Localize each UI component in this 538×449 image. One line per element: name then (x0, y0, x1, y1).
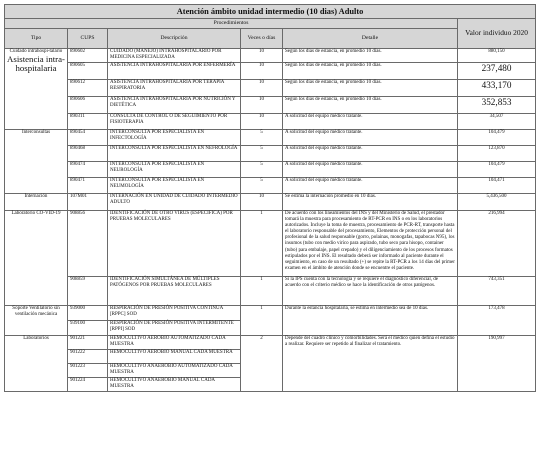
cell-veces: 1 (241, 211, 283, 277)
cell-valor: 104,471 (458, 178, 536, 194)
cell-tipo (5, 130, 68, 194)
cell-veces: 5 (241, 130, 283, 146)
table-row (5, 162, 536, 178)
cell-valor: 123,870 (458, 146, 536, 162)
cell-descripcion: INTERCONSULTA POR ESPECIALISTA EN NEUMOLOGÍA (108, 178, 241, 194)
cell-detalle: Según los días de estancia, en promedio 10 días. (283, 80, 458, 97)
cell-veces: 1 (241, 277, 283, 306)
cell-veces: 10 (241, 194, 283, 211)
cell-descripcion: INTERCONSULTA POR ESPECIALISTA EN NEFROLOGÍA (108, 146, 241, 162)
table-row (5, 178, 536, 194)
cell-descripcion: INTERNACIÓN EN UNIDAD DE CUIDADO INTERMEDIO ADULTO (108, 194, 241, 211)
cell-valor: 34,507 (458, 114, 536, 130)
cell-descripcion: HEMOCULTIVO AEROBIO AUTOMATIZADO CADA MUESTRA (108, 336, 241, 350)
cell-detalle: A solicitud del equipo médico tratante. (283, 162, 458, 178)
cell-cups: 901223 (68, 364, 108, 378)
cell-cups: 890311 (68, 114, 108, 130)
cell-valor: 352,853 (458, 97, 536, 114)
header-tipo: Tipo (5, 29, 68, 49)
cell-veces: 10 (241, 63, 283, 80)
cell-detalle: Durante la estancia hospitalaria, se estima en intermedio sea de 10 días. (283, 306, 458, 336)
tipo-label: Laboratorio CO-VID-19 (11, 211, 61, 216)
cell-cups: 890605 (68, 63, 108, 80)
cell-detalle: A solicitud del equipo médico tratante. (283, 114, 458, 130)
cell-cups: 890612 (68, 80, 108, 97)
tipo-label: Laboratorios (23, 336, 49, 341)
cell-descripcion: IDENTIFICACIÓN DE OTRO VIRUS (ESPECIFICA) POR PRUEBAS MOLECULARES (108, 211, 241, 277)
cell-tipo (5, 49, 68, 130)
cell-descripcion: HEMOCULTIVO AEROBIO MANUAL CADA MUESTRA (108, 350, 241, 364)
cell-tipo (5, 194, 68, 211)
cell-detalle: A solicitud del equipo médico tratante. (283, 178, 458, 194)
cell-detalle: Si la IPS cuenta con la tecnología y se requiere el diagnóstico diferencial, de acuerdo con el criterio médico se hace la identificación de otros patógenos. (283, 277, 458, 306)
table-row (5, 49, 536, 63)
cell-descripcion: ASISTENCIA INTRAHOSPITALARIA POR ENFERMERÍA (108, 63, 241, 80)
cell-cups: 908856 (68, 211, 108, 277)
cell-valor: 190,997 (458, 336, 536, 392)
table-row (5, 211, 536, 277)
cell-descripcion: RESPIRACIÓN DE PRESIÓN POSITIVA CONTINUA [RPPC] SOD (108, 306, 241, 321)
table-row (5, 194, 536, 211)
cell-descripcion: CONSULTA DE CONTROL O DE SEGUIMIENTO POR FISIOTERAPIA (108, 114, 241, 130)
procedures-table (4, 4, 536, 392)
header-detalle: Detalle (283, 29, 458, 49)
tipo-label: Cuidado intrahospi-talario (9, 49, 63, 54)
table-row (5, 130, 536, 146)
cell-descripcion: ASISTENCIA INTRAHOSPITALARIA POR TERAPIA RESPIRATORIA (108, 80, 241, 97)
document-page (4, 4, 535, 392)
table-row (5, 80, 536, 97)
table-title: Atención ámbito unidad intermedio (10 dias) Adulto (5, 5, 536, 19)
cell-veces: 5 (241, 162, 283, 178)
cell-descripcion: INTERCONSULTA POR ESPECIALISTA EN INFECTOLOGÍA (108, 130, 241, 146)
cell-veces: 10 (241, 49, 283, 63)
tipo-label: Soporte Ventilatorio sin ventilación mecánica (12, 306, 60, 318)
cell-cups: 901222 (68, 350, 108, 364)
cell-valor: 433,170 (458, 80, 536, 97)
cell-cups: 901224 (68, 378, 108, 392)
cell-valor: 104,479 (458, 130, 536, 146)
cell-descripcion: IDENTIFICACIÓN SIMULTÁNEA DE MÚLTIPLES PATÓGENOS POR PRUEBAS MOLECULARES (108, 277, 241, 306)
tipo-label-large: Asistencia intra-hospitalaria (7, 54, 65, 74)
cell-descripcion: HEMOCULTIVO ANAEROBIO AUTOMATIZADO CADA MUESTRA (108, 364, 241, 378)
cell-valor: 237,480 (458, 63, 536, 80)
cell-detalle: Depende del cuadro clínico y comorbilidades. Será el médico quien defina el estudio a realizar. Requiere ser repetido al finalizar el tratamiento. (283, 336, 458, 392)
cell-veces: 10 (241, 114, 283, 130)
table-row (5, 114, 536, 130)
cell-valor: 880,150 (458, 49, 536, 63)
cell-veces: 1 (241, 306, 283, 336)
cell-tipo (5, 306, 68, 336)
cell-valor: 743,351 (458, 277, 536, 306)
header-veces: Veces o días (241, 29, 283, 49)
header-cups: CUPS (68, 29, 108, 49)
table-row (5, 306, 536, 321)
cell-detalle: A solicitud del equipo médico tratante. (283, 130, 458, 146)
cell-cups: 890454 (68, 130, 108, 146)
cell-veces: 2 (241, 336, 283, 392)
cell-cups: 890606 (68, 97, 108, 114)
cell-detalle: Según los días de estancia, en promedio 10 días. (283, 63, 458, 80)
cell-valor: 216,994 (458, 211, 536, 277)
cell-cups: 107M01 (68, 194, 108, 211)
cell-cups: 890471 (68, 178, 108, 194)
cell-detalle: De acuerdo con los lineamientos del INS y del Ministerio de Salud, el prestador tomará la muestra para procesamiento de RT-PCR en INS o en los laboratorios autorizados. Incluye la toma de muestra, procesamiento de PCR-RT, transporte hasta el laboratorio responsable del procesamiento, Elementos de protección personal del profesional de la salud responsable (gorro, polainas, monogafas, tapabocas N95), los insumos (tubo con medio viríco para aspirado, tubo seco para hisopo, container (tubo) para embalaje, papel crepado) y el diligenciamiento de los procesos formatos estipulados por el INS. El resultado deberá ser informado al paciente durante el seguimiento, en caso de un resultado (+) se repite la RT-PCR a los 14 días del primer examen en el ámbito de atención donde se encuentre el paciente. (283, 211, 458, 277)
cell-detalle: Según los días de estancia, en promedio 10 días. (283, 49, 458, 63)
cell-veces: 5 (241, 178, 283, 194)
cell-veces: 5 (241, 146, 283, 162)
cell-veces: 10 (241, 97, 283, 114)
cell-detalle: Según los días de estancia, en promedio 10 días. (283, 97, 458, 114)
cell-valor: 5,436,500 (458, 194, 536, 211)
header-descripcion: Descripción (108, 29, 241, 49)
cell-tipo (5, 211, 68, 306)
header-valor: Valor individuo 2020 (458, 19, 536, 49)
cell-veces: 10 (241, 80, 283, 97)
cell-descripcion: CUIDADO (MANEJO) INTRAHOSPITALARIO POR MEDICINA ESPECIALIZADA (108, 49, 241, 63)
cell-descripcion: INTERCONSULTA POR ESPECIALISTA EN NEUROLOGÍA (108, 162, 241, 178)
tipo-label: Interconsultas (21, 130, 51, 135)
cell-cups: 890474 (68, 162, 108, 178)
table-row (5, 277, 536, 306)
cell-descripcion: ASISTENCIA INTRAHOSPITALARIA POR NUTRICIÓN Y DIETÉTICA (108, 97, 241, 114)
cell-detalle: Se estima la internación promedio en 10 días. (283, 194, 458, 211)
table-row (5, 146, 536, 162)
table-row (5, 63, 536, 80)
cell-detalle: A solicitud del equipo médico tratante. (283, 146, 458, 162)
cell-descripcion: HEMOCULTIVO ANAEROBIO MANUAL CADA MUESTRA (108, 378, 241, 392)
cell-valor: 173,478 (458, 306, 536, 336)
procedures-header: Procedimientos (5, 19, 458, 29)
cell-tipo (5, 336, 68, 392)
tipo-label: Internación (24, 194, 48, 199)
cell-valor: 104,479 (458, 162, 536, 178)
cell-cups: 939000 (68, 306, 108, 321)
cell-cups: 901221 (68, 336, 108, 350)
cell-cups: 939100 (68, 321, 108, 336)
table-row (5, 97, 536, 114)
cell-descripcion: RESPIRACIÓN DE PRESIÓN POSITIVA INTERMITENTE [RPPI] SOD (108, 321, 241, 336)
cell-cups: 890468 (68, 146, 108, 162)
table-body (5, 49, 536, 392)
cell-cups: 908859 (68, 277, 108, 306)
table-row (5, 336, 536, 350)
cell-cups: 890602 (68, 49, 108, 63)
